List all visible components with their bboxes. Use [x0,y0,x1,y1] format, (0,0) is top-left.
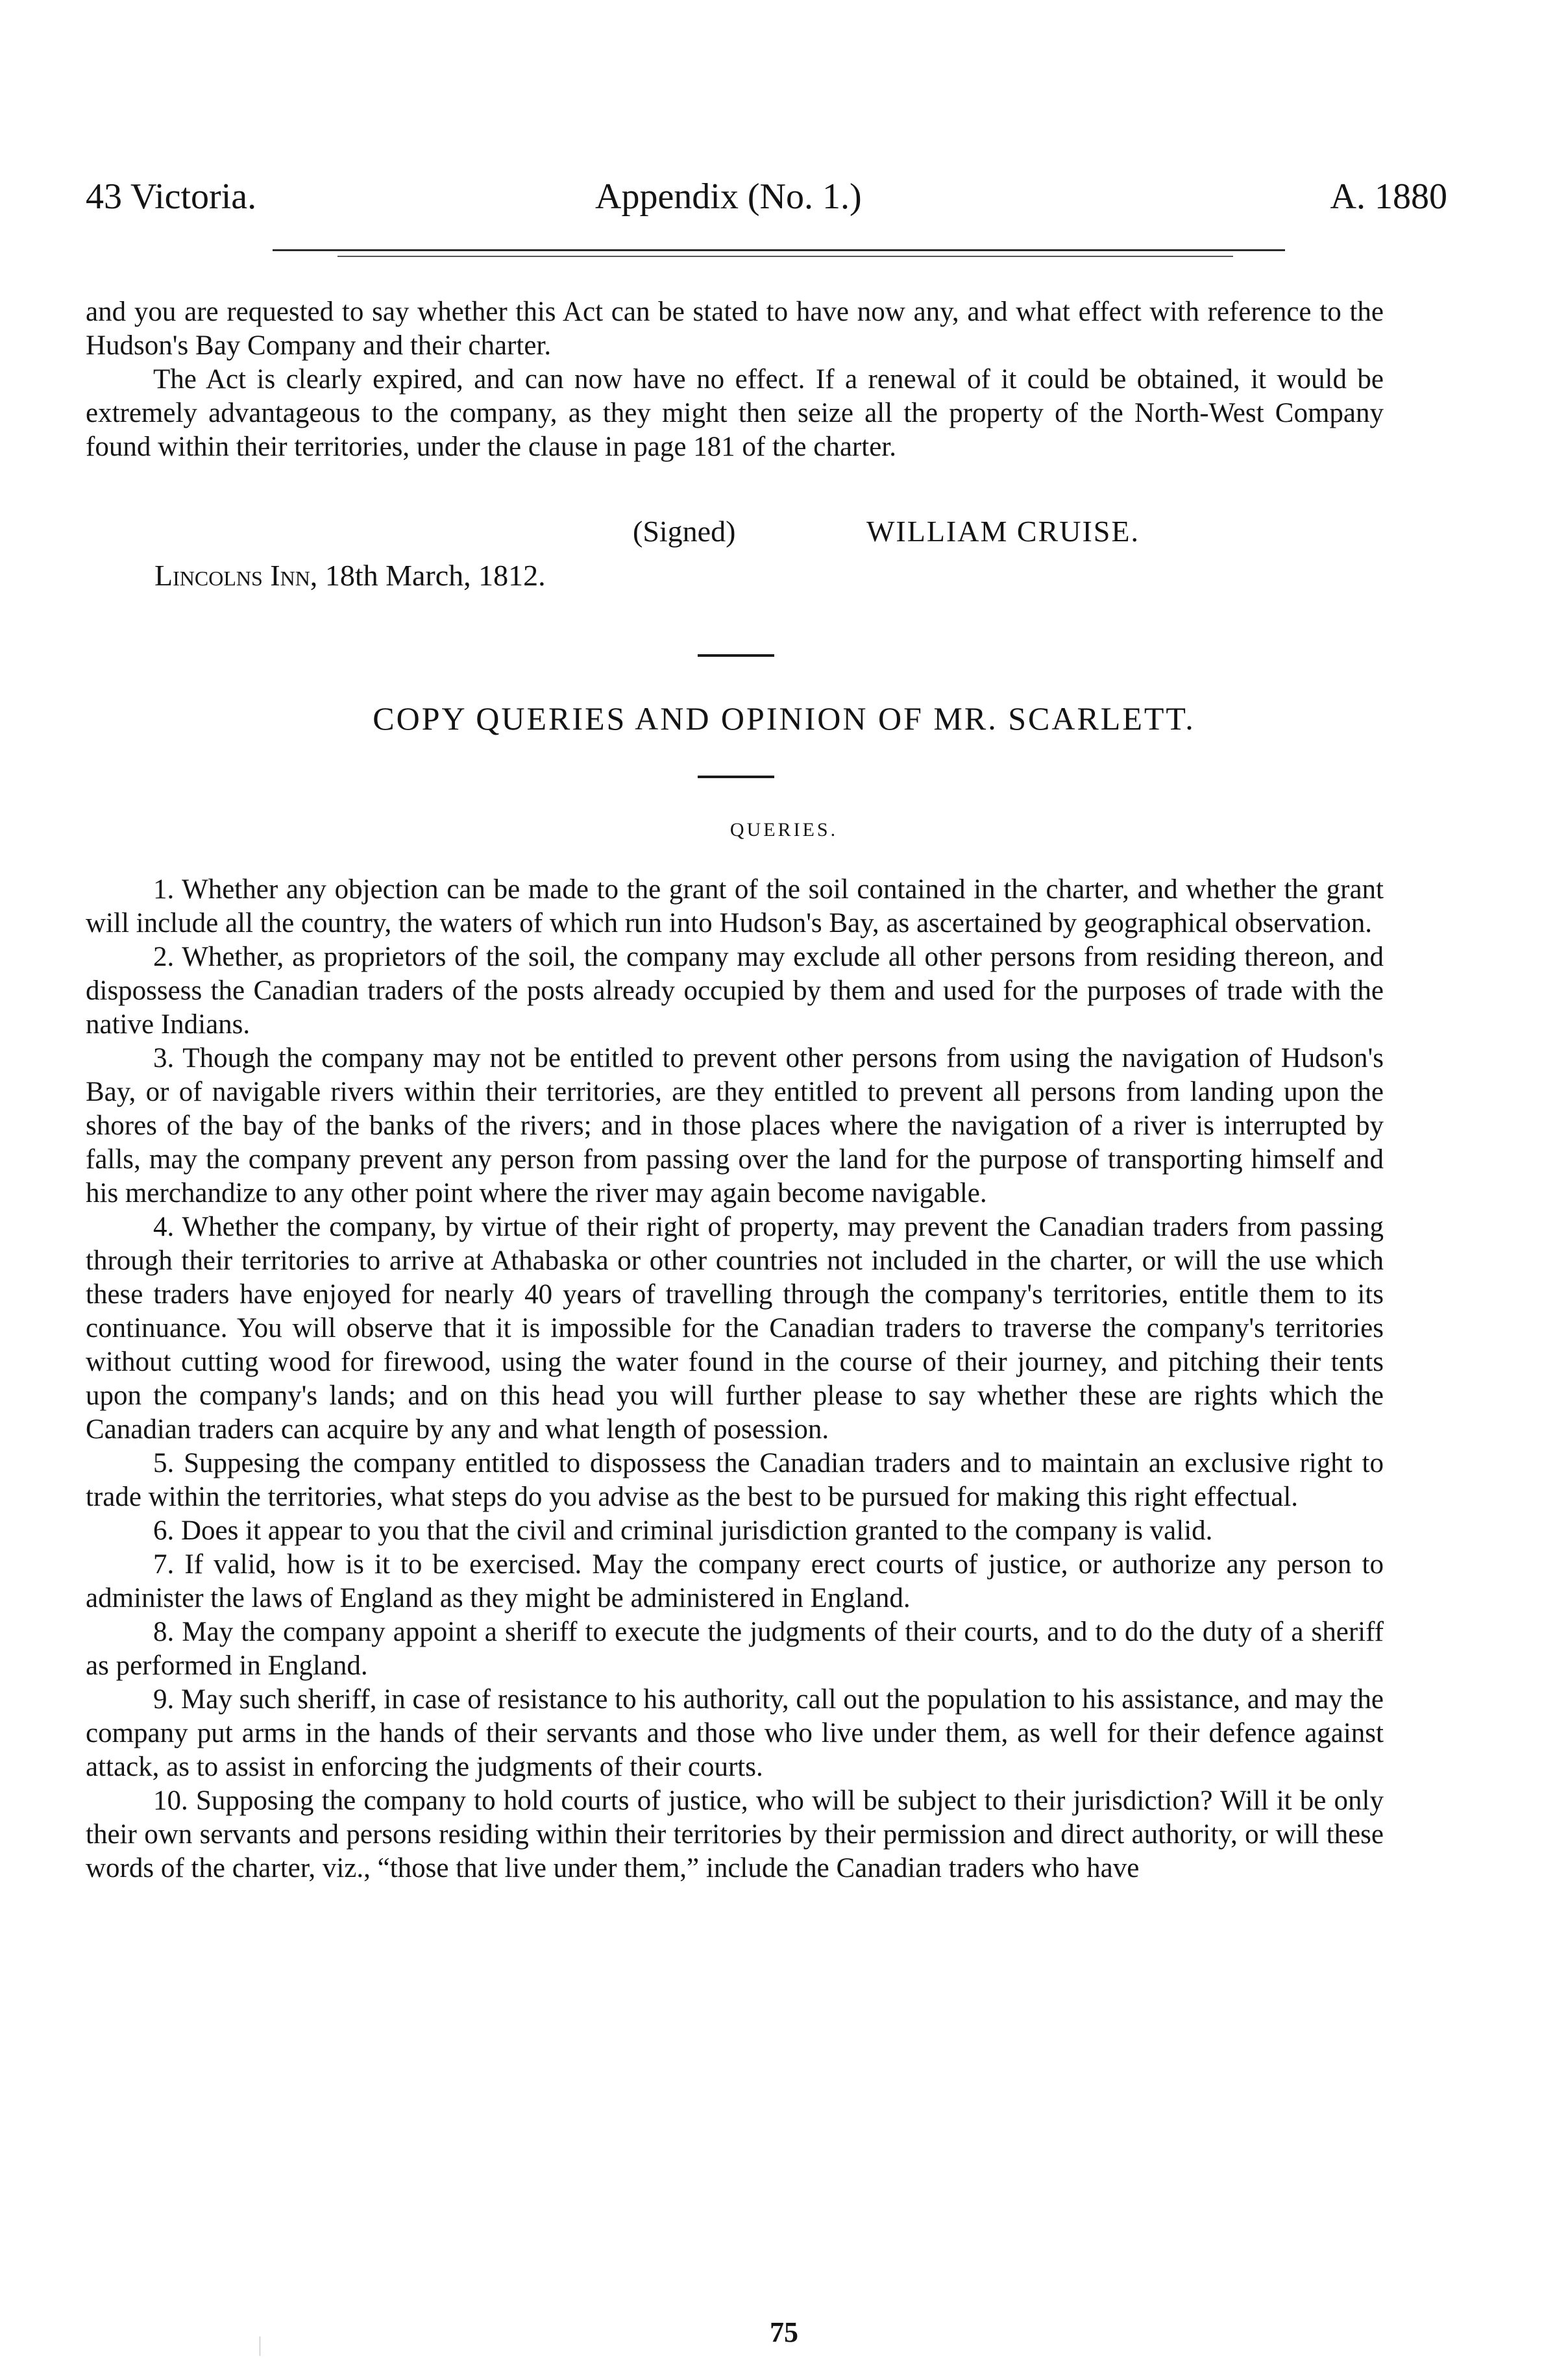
query-item: 6. Does it appear to you that the civil and criminal jurisdiction granted to the company is valid. [153,1515,1213,1546]
intro-paragraph-1: and you are requested to say whether this Act can be stated to have now any, and what effect with reference to the Hudson's Bay Company and their charter. [86,297,1384,361]
signatory-name: WILLIAM CRUISE. [866,515,1140,548]
queries-heading: QUERIES. [729,819,839,840]
header-rule [273,249,1285,251]
page-number: 75 [770,2316,798,2348]
running-header [86,174,1447,219]
query-item: 2. Whether, as proprietors of the soil, the company may exclude all other persons from residing thereon, and dispossess the Canadian traders of the posts already occupied by them and used for the purposes of trade with the native Indians. [86,942,1384,1040]
signature-line [0,514,1568,553]
header-rule-secondary [337,256,1233,257]
query-item: 1. Whether any objection can be made to the grant of the soil contained in the charter, and whether the grant will include all the country, the waters of which run into Hudson's Bay, as ascertained by geographical observation. [86,874,1384,938]
query-item: 8. May the company appoint a sheriff to execute the judgments of their courts, and to do the duty of a sheriff as performed in England. [86,1617,1384,1681]
query-item: 7. If valid, how is it to be exercised. May the company erect courts of justice, or authorize any person to administer the laws of England as they might be administered in England. [86,1549,1384,1613]
query-item: 4. Whether the company, by virtue of their right of property, may prevent the Canadian traders from passing through their territories to arrive at Athabaska or other countries not included in the charter, or will the use which these traders have enjoyed for nearly 40 years of travelling through the company's territories, entitle them to its continuance. You will observe that it is impossible for the Canadian traders to traverse the company's territories without cutting wood for firewood, using the water found in the course of their journey, and pitching their tents upon the company's lands; and on this head you will further please to say whether these are rights which the Canadian traders can acquire by any and what length of posession. [86,1212,1384,1445]
query-item: 10. Supposing the company to hold courts of justice, who will be subject to their jurisdiction? Will it be only their own servants and persons residing within their territories by their permission and direct authority, or will these words of the charter, viz., “those that live under them,” include the Canadian traders who have [86,1785,1384,1883]
header-appendix: Appendix (No. 1.) [595,177,862,217]
query-item: 5. Suppesing the company entitled to dispossess the Canadian traders and to maintain an exclusive right to trade within the territories, what steps do you advise as the best to be pursued for making this right effectual. [86,1448,1384,1512]
dateline-place: Lincolns Inn, [154,559,318,592]
section-divider-bottom [698,776,774,778]
intro-paragraph-2: The Act is clearly expired, and can now have no effect. If a renewal of it could be obtained, it would be extremely advantageous to the company, as they might then seize all the property of the North-West Company found within their territories, under the clause in page 181 of the charter. [86,364,1384,462]
header-year: A. 1880 [1330,177,1447,217]
query-item: 9. May such sheriff, in case of resistance to his authority, call out the population to his assistance, and may the company put arms in the hands of their servants and those who live under them, as well for their defence against attack, as to assist in enforcing the judgments of their courts. [86,1684,1384,1782]
intro-text [86,295,1384,464]
dateline-date: 18th March, 1812. [325,559,546,592]
section-divider-top [698,654,774,657]
query-item: 3. Though the company may not be entitled to prevent other persons from using the navigation of Hudson's Bay, or of navigable rivers within their territories, are they entitled to prevent all persons from landing upon the shores of the bay of the banks of the rivers; and in those places where the navigation of a river is interrupted by falls, may the company prevent any person from passing over the land for the purpose of transporting himself and his merchandize to any other point where the river may again become navigable. [86,1043,1384,1208]
section-title: COPY QUERIES AND OPINION OF MR. SCARLETT. [373,700,1195,737]
dateline [154,558,546,593]
signed-label: (Signed) [633,515,736,548]
queries-list [86,873,1384,1885]
header-session: 43 Victoria. [86,177,257,217]
